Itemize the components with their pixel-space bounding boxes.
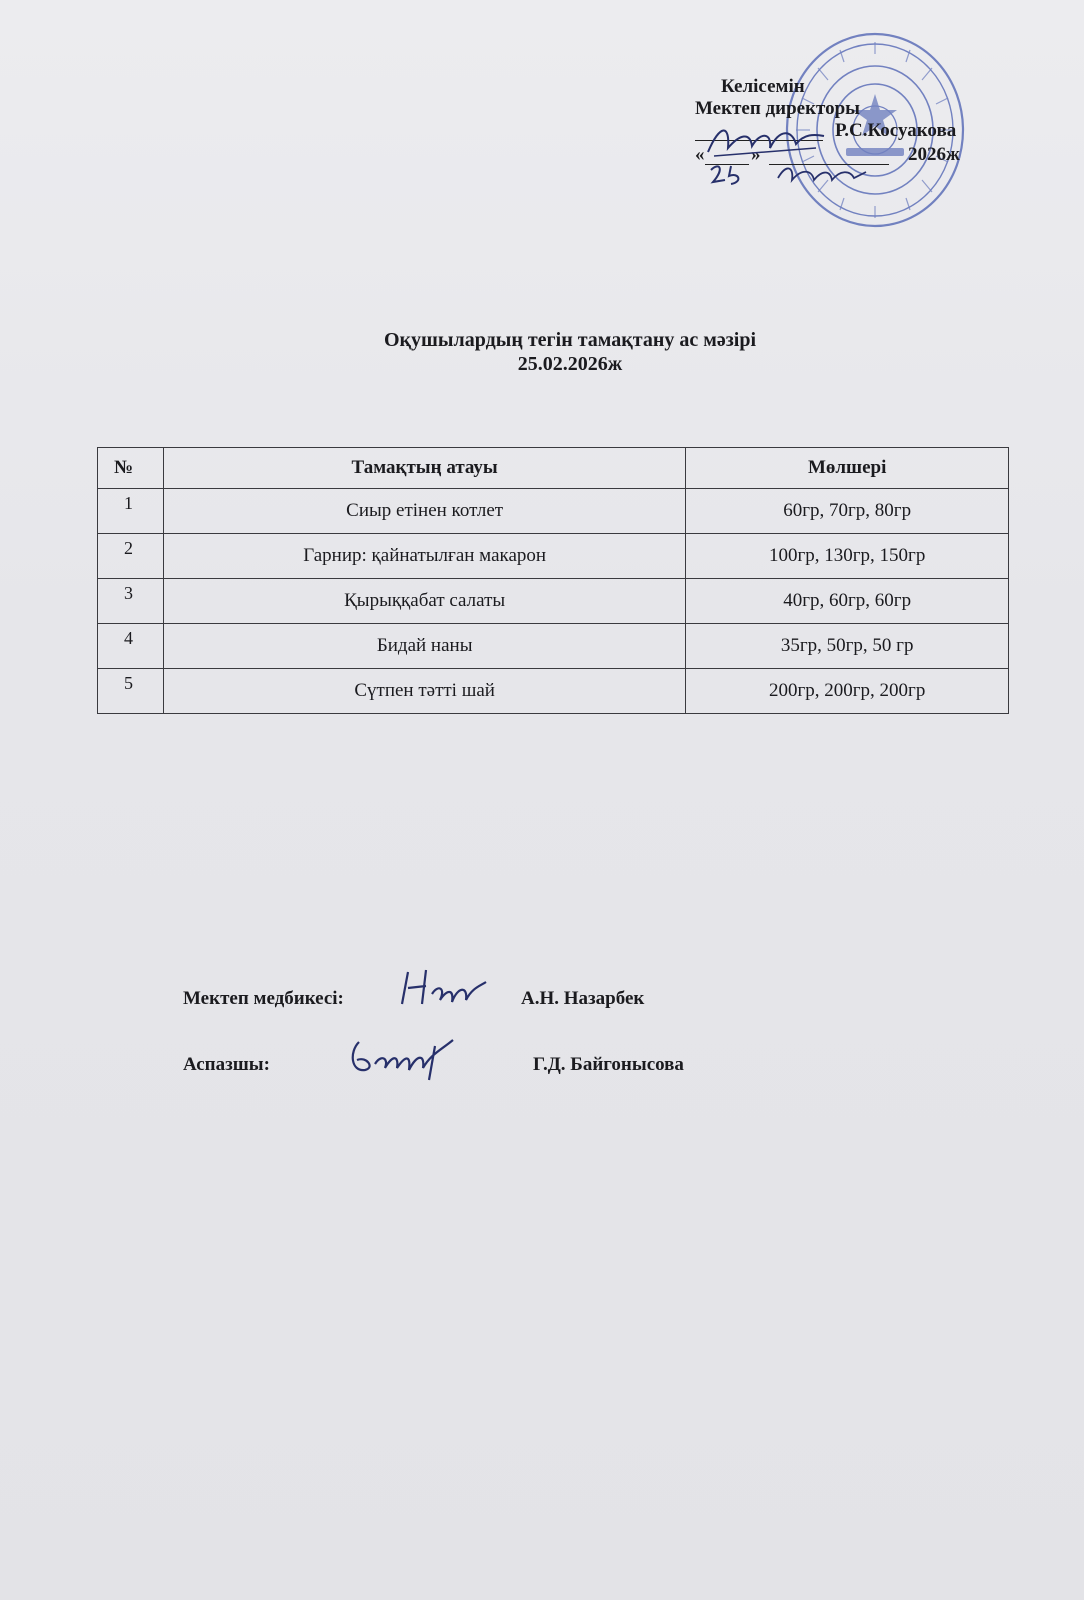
table-header-row xyxy=(98,448,1009,489)
dish-amount: 200гр, 200гр, 200гр xyxy=(686,669,1009,714)
table-row xyxy=(98,669,1009,714)
row-number: 1 xyxy=(98,489,164,534)
table-row xyxy=(98,579,1009,624)
row-number: 2 xyxy=(98,534,164,579)
menu-table xyxy=(97,447,1009,714)
table-row xyxy=(98,534,1009,579)
nurse-name: А.Н. Назарбек xyxy=(521,988,645,1009)
header-number: № xyxy=(98,448,164,489)
quote-open: « xyxy=(695,144,705,165)
dish-amount: 35гр, 50гр, 50 гр xyxy=(686,624,1009,669)
director-signature-handwriting xyxy=(700,118,830,162)
dish-name: Сиыр етінен котлет xyxy=(163,489,685,534)
title-line-1: Оқушылардың тегін тамақтану ас мәзірі xyxy=(383,329,757,351)
dish-amount: 100гр, 130гр, 150гр xyxy=(686,534,1009,579)
dish-name: Гарнир: қайнатылған макарон xyxy=(163,534,685,579)
table-row xyxy=(98,489,1009,534)
cook-role: Аспазшы: xyxy=(183,1054,270,1075)
director-name: Р.С.Косуакова xyxy=(835,120,957,141)
dish-amount: 40гр, 60гр, 60гр xyxy=(686,579,1009,624)
dish-amount: 60гр, 70гр, 80гр xyxy=(686,489,1009,534)
dish-name: Қырыққабат салаты xyxy=(163,579,685,624)
row-number: 3 xyxy=(98,579,164,624)
dish-name: Сүтпен тәтті шай xyxy=(163,669,685,714)
dish-name: Бидай наны xyxy=(163,624,685,669)
director-position: Мектеп директоры xyxy=(695,98,861,119)
approval-heading: Келісемін xyxy=(721,76,805,97)
cook-signature-handwriting xyxy=(345,1032,465,1086)
header-dish-name: Тамақтың атауы xyxy=(163,448,685,489)
nurse-signature-handwriting xyxy=(392,964,492,1012)
approval-year: 2026ж xyxy=(908,144,960,165)
date-month-handwriting xyxy=(772,160,872,188)
table-row xyxy=(98,624,1009,669)
nurse-role: Мектеп медбикесі: xyxy=(183,988,344,1009)
date-day-handwriting xyxy=(705,160,751,188)
header-amount: Мөлшері xyxy=(686,448,1009,489)
quote-close: » xyxy=(751,144,761,165)
row-number: 4 xyxy=(98,624,164,669)
row-number: 5 xyxy=(98,669,164,714)
cook-name: Г.Д. Байгонысова xyxy=(533,1054,684,1075)
title-date: 25.02.2026ж xyxy=(517,353,623,375)
document-title xyxy=(0,328,1084,376)
